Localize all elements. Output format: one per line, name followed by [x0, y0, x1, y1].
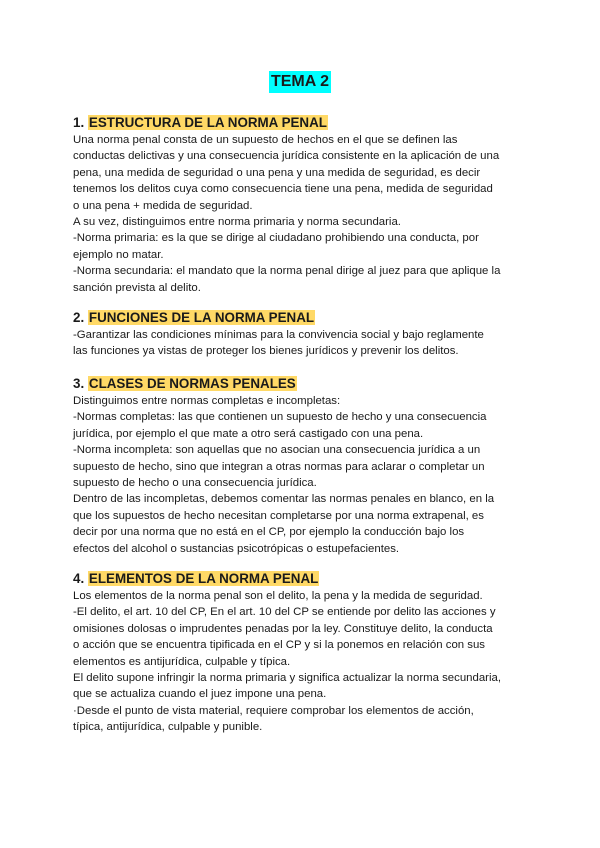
body-line: que se actualiza cuando el juez impone una pena.: [73, 688, 327, 701]
body-line: que los supuestos de hecho necesitan completarse por una norma extrapenal, es: [73, 509, 484, 522]
section-clases: [73, 374, 533, 557]
section-number: 4.: [73, 571, 85, 586]
body-line: -Normas completas: las que contienen un supuesto de hecho y una consecuencia: [73, 411, 487, 424]
section-number: 3.: [73, 376, 85, 391]
body-line: -Norma secundaria: el mandato que la norma penal dirige al juez para que aplique la: [73, 265, 501, 278]
body-line: -Norma primaria: es la que se dirige al ciudadano prohibiendo una conducta, por: [73, 232, 479, 245]
body-line: conductas delictivas y una consecuencia jurídica consistente en la aplicación de una: [73, 150, 500, 163]
section-number: 1.: [73, 115, 85, 130]
page-title: TEMA 2: [269, 71, 331, 93]
section-heading: [73, 374, 533, 393]
title-container: [0, 71, 600, 93]
section-heading: [73, 569, 533, 588]
section-heading-text: FUNCIONES DE LA NORMA PENAL: [88, 310, 315, 325]
body-line: ejemplo no matar.: [73, 248, 164, 261]
section-heading: [73, 113, 533, 132]
body-line: Una norma penal consta de un supuesto de hechos en el que se definen las: [73, 134, 458, 146]
body-line: o una pena + medida de seguridad.: [73, 199, 253, 212]
body-line: efectos del alcohol o sustancias psicotrópicas o estupefacientes.: [73, 542, 400, 555]
body-line: -Garantizar las condiciones mínimas para la convivencia social y bajo reglamente: [73, 329, 484, 341]
body-line: elementos es antijurídica, culpable y típica.: [73, 655, 291, 668]
section-heading-text: CLASES DE NORMAS PENALES: [88, 376, 296, 391]
section-estructura: [73, 113, 533, 296]
section-elementos: [73, 569, 533, 736]
body-line: Los elementos de la norma penal son el delito, la pena y la medida de seguridad.: [73, 590, 483, 602]
body-line: tenemos los delitos cuya como consecuencia tiene una pena, medida de seguridad: [73, 183, 493, 196]
body-line: omisiones dolosas o imprudentes penadas por la ley. Constituye delito, la conducta: [73, 622, 493, 635]
body-line: las funciones ya vistas de proteger los bienes jurídicos y prevenir los delitos.: [73, 345, 459, 358]
body-line: sanción prevista al delito.: [73, 281, 201, 294]
body-line: jurídica, por ejemplo el que mate a otro será castigado con una pena.: [73, 427, 424, 440]
body-line: o acción que se encuentra tipificada en el CP y si la ponemos en relación con sus: [73, 639, 485, 652]
body-line: A su vez, distinguimos entre norma primaria y norma secundaria.: [73, 216, 401, 229]
section-body: [73, 393, 533, 557]
section-body: [73, 327, 533, 360]
section-heading: [73, 308, 533, 327]
section-heading-text: ELEMENTOS DE LA NORMA PENAL: [88, 571, 319, 586]
body-line: decir por una norma que no está en el CP, por ejemplo la conducción bajo los: [73, 526, 465, 539]
section-heading-text: ESTRUCTURA DE LA NORMA PENAL: [88, 115, 327, 130]
body-line: El delito supone infringir la norma primaria y significa actualizar la norma secundaria,: [73, 672, 501, 685]
body-line: -El delito, el art. 10 del CP, En el art. 10 del CP se entiende por delito las acciones y: [73, 606, 496, 619]
body-line: típica, antijurídica, culpable y punible.: [73, 721, 263, 734]
body-line: Dentro de las incompletas, debemos comentar las normas penales en blanco, en la: [73, 493, 495, 506]
body-line: -Norma incompleta: son aquellas que no asocian una consecuencia jurídica a un: [73, 444, 481, 457]
section-body: [73, 588, 533, 736]
section-body: [73, 132, 533, 296]
body-line: supuesto de hecho, sino que integran a otras normas para aclarar o completar un: [73, 460, 485, 473]
section-funciones: [73, 308, 533, 360]
body-line: ·Desde el punto de vista material, requiere comprobar los elementos de acción,: [73, 704, 474, 717]
section-number: 2.: [73, 310, 85, 325]
body-line: Distinguimos entre normas completas e incompletas:: [73, 395, 341, 407]
body-line: pena, una medida de seguridad o una pena y una medida de seguridad, es decir: [73, 166, 481, 179]
body-line: supuesto de hecho o una consecuencia jurídica.: [73, 477, 317, 490]
